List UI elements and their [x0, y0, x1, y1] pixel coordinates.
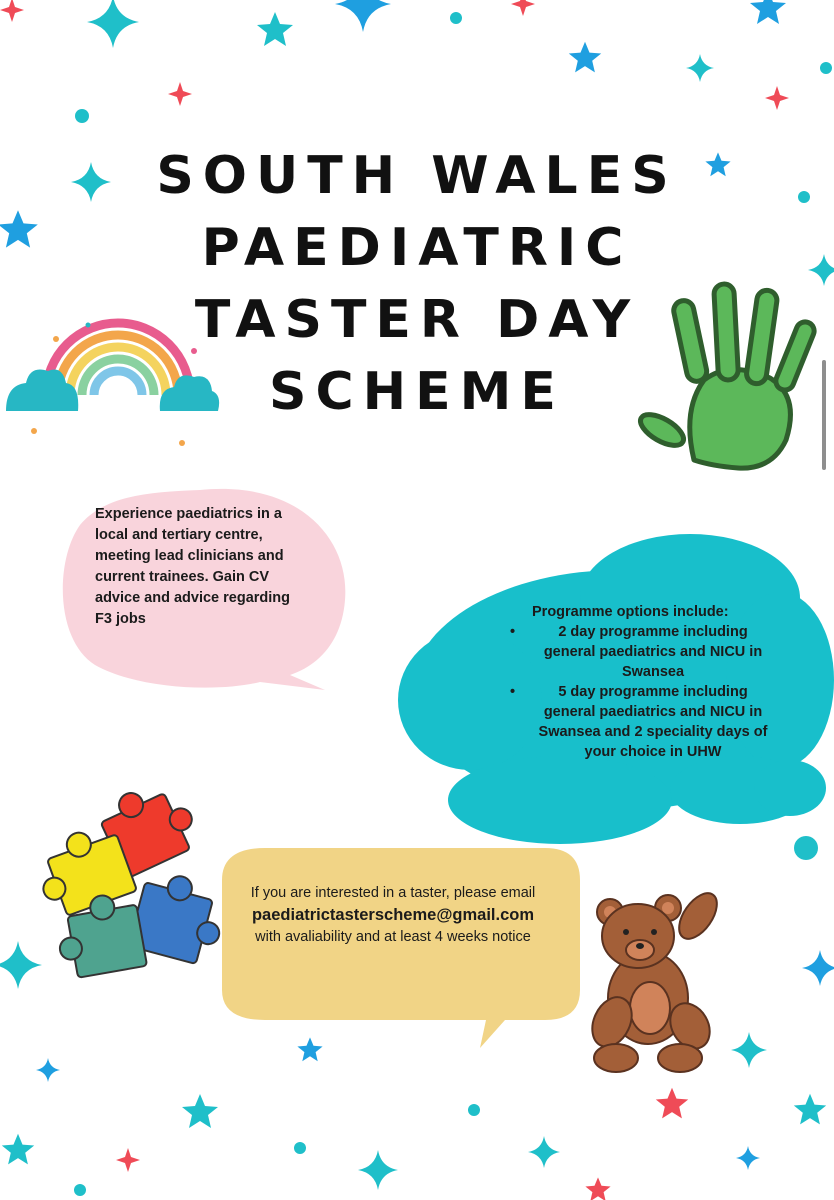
list-item [484, 682, 774, 762]
contact-line: If you are interested in a taster, please email [250, 885, 536, 901]
programme-list [484, 622, 774, 762]
contact-line: with avaliability and at least 4 weeks notice [255, 929, 531, 945]
programme-options [484, 602, 774, 762]
page-title [0, 140, 834, 428]
puzzle-icon [29, 773, 232, 980]
title-line: SOUTH WALES [156, 146, 678, 206]
scrollbar[interactable] [822, 360, 826, 470]
email-link[interactable]: paediatrictasterscheme@gmail.com [251, 906, 535, 924]
title-line: SCHEME [269, 362, 565, 422]
programme-heading: Programme options include: [532, 604, 729, 620]
list-item [484, 622, 774, 682]
teddy-bear-icon [585, 887, 725, 1072]
programme-option-text: 2 day programme including general paediatrics and NICU in Swansea [543, 624, 763, 680]
title-line: PAEDIATRIC [201, 218, 633, 278]
intro-text: Experience paediatrics in a local and tertiary centre, meeting lead clinicians and current trainees. Gain CV advice and advice regarding F3 jobs [95, 506, 291, 627]
bullet-icon: • [510, 684, 516, 700]
title-line: TASTER DAY [194, 290, 640, 350]
programme-option-text: 5 day programme including general paediatrics and NICU in Swansea and 2 speciality days of your choice in UHW [538, 684, 768, 760]
contact-text [228, 882, 558, 948]
contact-speech-bubble [222, 848, 580, 1048]
bullet-icon: • [510, 624, 516, 640]
